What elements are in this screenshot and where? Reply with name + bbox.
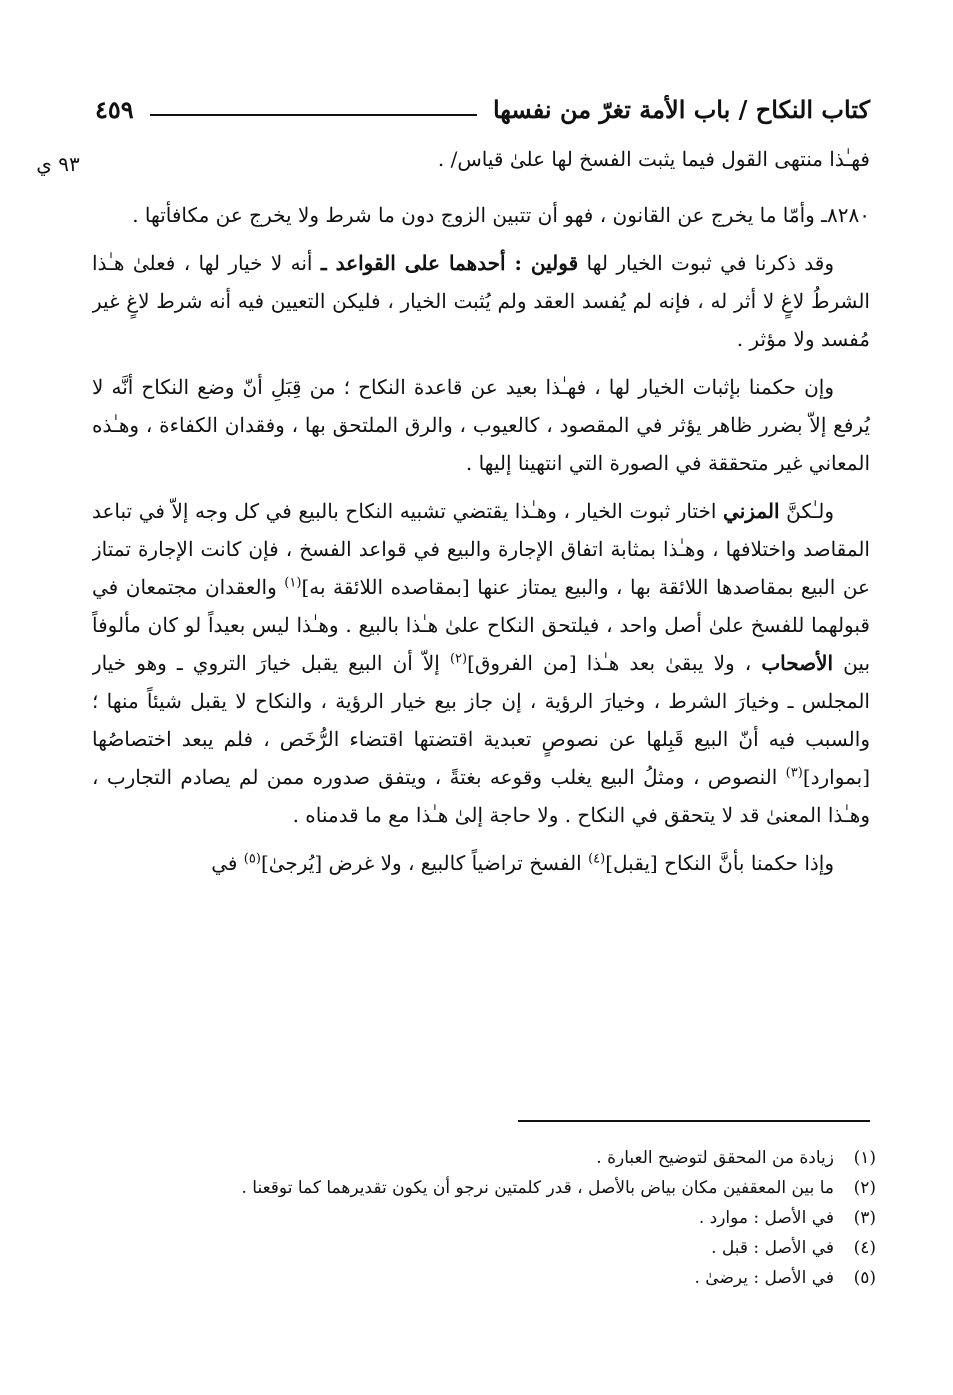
- paragraph-5: [92, 492, 870, 834]
- footnote-text: في الأصل : موارد .: [698, 1208, 834, 1228]
- paragraph-5-text-a: ولـٰكنَّ: [779, 499, 834, 523]
- paragraph-3: [92, 244, 870, 358]
- footnote-item: [150, 1263, 876, 1293]
- footnote-number: (٥): [853, 1268, 876, 1288]
- paragraph-4: وإن حكمنا بإثبات الخيار لها ، فهـٰذا بعيد عن قاعدة النكاح ؛ من قِبَلِ أنّ وضع النكاح أنَّه لا يُرفع إلاّ بضرر ظاهر يؤثر في المقصود ، كالعيوب ، والرق الملتحق بها ، وفقدان الكفاءة ، وهـٰذه المعاني غير متحققة في الصورة التي انتهينا إليها .: [92, 375, 870, 475]
- paragraph-6-text-a: وإذا حكمنا بأنَّ النكاح [يقبل]: [605, 851, 834, 875]
- paragraph-6-text-b: الفسخ تراضياً كالبيع ، ولا غرض [يُرجىٰ]: [260, 851, 589, 875]
- paragraph-1: فهـٰذا منتهى القول فيما يثبت الفسخ لها علىٰ قياس/ .: [437, 147, 870, 171]
- footnote-item: [150, 1143, 876, 1173]
- paragraph-3-text-a: وقد ذكرنا في ثبوت الخيار لها: [578, 251, 834, 275]
- footnote-number: (٢): [853, 1178, 876, 1198]
- paragraph-3-text-c: أنه لا خيار لها ، فعلىٰ هـٰذا الشرطُ لاغٍ لا أثر له ، فإنه لم يُفسد العقد ولم يُثبت الخيار ، فليكن التعيين فيه أنه شرط لاغٍ غير مُفسد ولا مؤثر .: [92, 251, 870, 351]
- footnote-item: [150, 1203, 876, 1233]
- footnote-separator: [518, 1120, 870, 1122]
- footnote-text: ما بين المعقفين مكان بياض بالأصل ، قدر كلمتين نرجو أن يكون تقديرهما كما توقعنا .: [241, 1178, 834, 1198]
- header-title: كتاب النكاح / باب الأمة تغرّ من نفسها: [492, 95, 870, 124]
- footnote-ref-4[interactable]: (٤): [588, 851, 606, 867]
- footnotes: [150, 1143, 876, 1293]
- term-al-ashab: الأصحاب: [761, 651, 834, 675]
- paragraph-6-text-c: في: [211, 851, 244, 875]
- paragraph-5-text-f: ، ولا يبقىٰ بعد هـٰذا [من الفروق]: [467, 651, 762, 675]
- page-number: ٤٥٩: [95, 95, 134, 124]
- footnote-text: في الأصل : قبل .: [711, 1238, 834, 1258]
- paragraph-5-text-h: النصوص ، ومثلُ البيع يغلب وقوعه بغتةً ، ويتفق صدوره ممن لم يصادم التجارب ، وهـٰذا المعنىٰ قد لا يتحقق في النكاح . ولا حاجة إلىٰ هـٰذا مع ما قدمناه .: [92, 765, 870, 827]
- name-al-muzani: المزني: [723, 499, 780, 523]
- running-header: [95, 80, 870, 122]
- footnote-ref-2[interactable]: (٢): [449, 651, 468, 667]
- header-rule: [150, 114, 477, 116]
- footnote-text: في الأصل : يرضىٰ .: [694, 1268, 834, 1288]
- paragraph-3-emphasis: قولين : أحدهما على القواعد ـ: [320, 251, 579, 275]
- paragraph-5-text-g: إلاّ أن البيع يقبل خيارَ التروي ـ وهو خيار المجلس ـ وخيارَ الشرط ، وخيارَ الرؤية ، إن جاز بيع خيار الرؤية ، والنكاح لا يقبل شيئاً منها ؛ والسبب فيه أنّ البيع قَبِلها عن نصوصٍ تعبدية اقتضتها اقتضاء الرُّخَص ، فلم يبعد اختصاصُها [بموارد]: [92, 651, 870, 789]
- footnote-ref-3[interactable]: (٣): [785, 765, 803, 781]
- footnote-number: (٣): [853, 1208, 876, 1228]
- paragraph-6: [92, 844, 870, 882]
- paragraph-5-text-d: والعقدان مجتمعان في قبولهما للفسخ علىٰ أصل واحد ، فيلتحق النكاح علىٰ هـٰذا بالبيع . وهـٰذا ليس بعيداً لو كان مألوفاً بين: [92, 575, 870, 675]
- footnote-item: [150, 1233, 876, 1263]
- margin-note: ٩٣ ي: [36, 152, 80, 176]
- footnote-number: (١): [853, 1148, 876, 1168]
- paragraph-5-text-c: اختار ثبوت الخيار ، وهـٰذا يقتضي تشبيه النكاح بالبيع في كل وجه إلاّ في تباعد المقاصد واختلافها ، وهـٰذا بمثابة اتفاق الإجارة والبيع في قواعد الفسخ ، فإن كانت الإجارة تمتاز عن البيع بمقاصدها اللائقة بها ، والبيع يمتاز عنها [بمقاصده اللائقة به]: [92, 499, 870, 599]
- main-text: [92, 140, 870, 1110]
- footnote-ref-1[interactable]: (١): [284, 575, 302, 591]
- footnote-item: [150, 1173, 876, 1203]
- footnote-text: زيادة من المحقق لتوضيح العبارة .: [596, 1148, 834, 1168]
- footnote-number: (٤): [853, 1238, 876, 1258]
- paragraph-2: ٨٢٨٠ـ وأمّا ما يخرج عن القانون ، فهو أن تتبين الزوج دون ما شرط ولا يخرج عن مكافأتها .: [132, 203, 870, 227]
- footnote-ref-5[interactable]: (٥): [243, 851, 261, 867]
